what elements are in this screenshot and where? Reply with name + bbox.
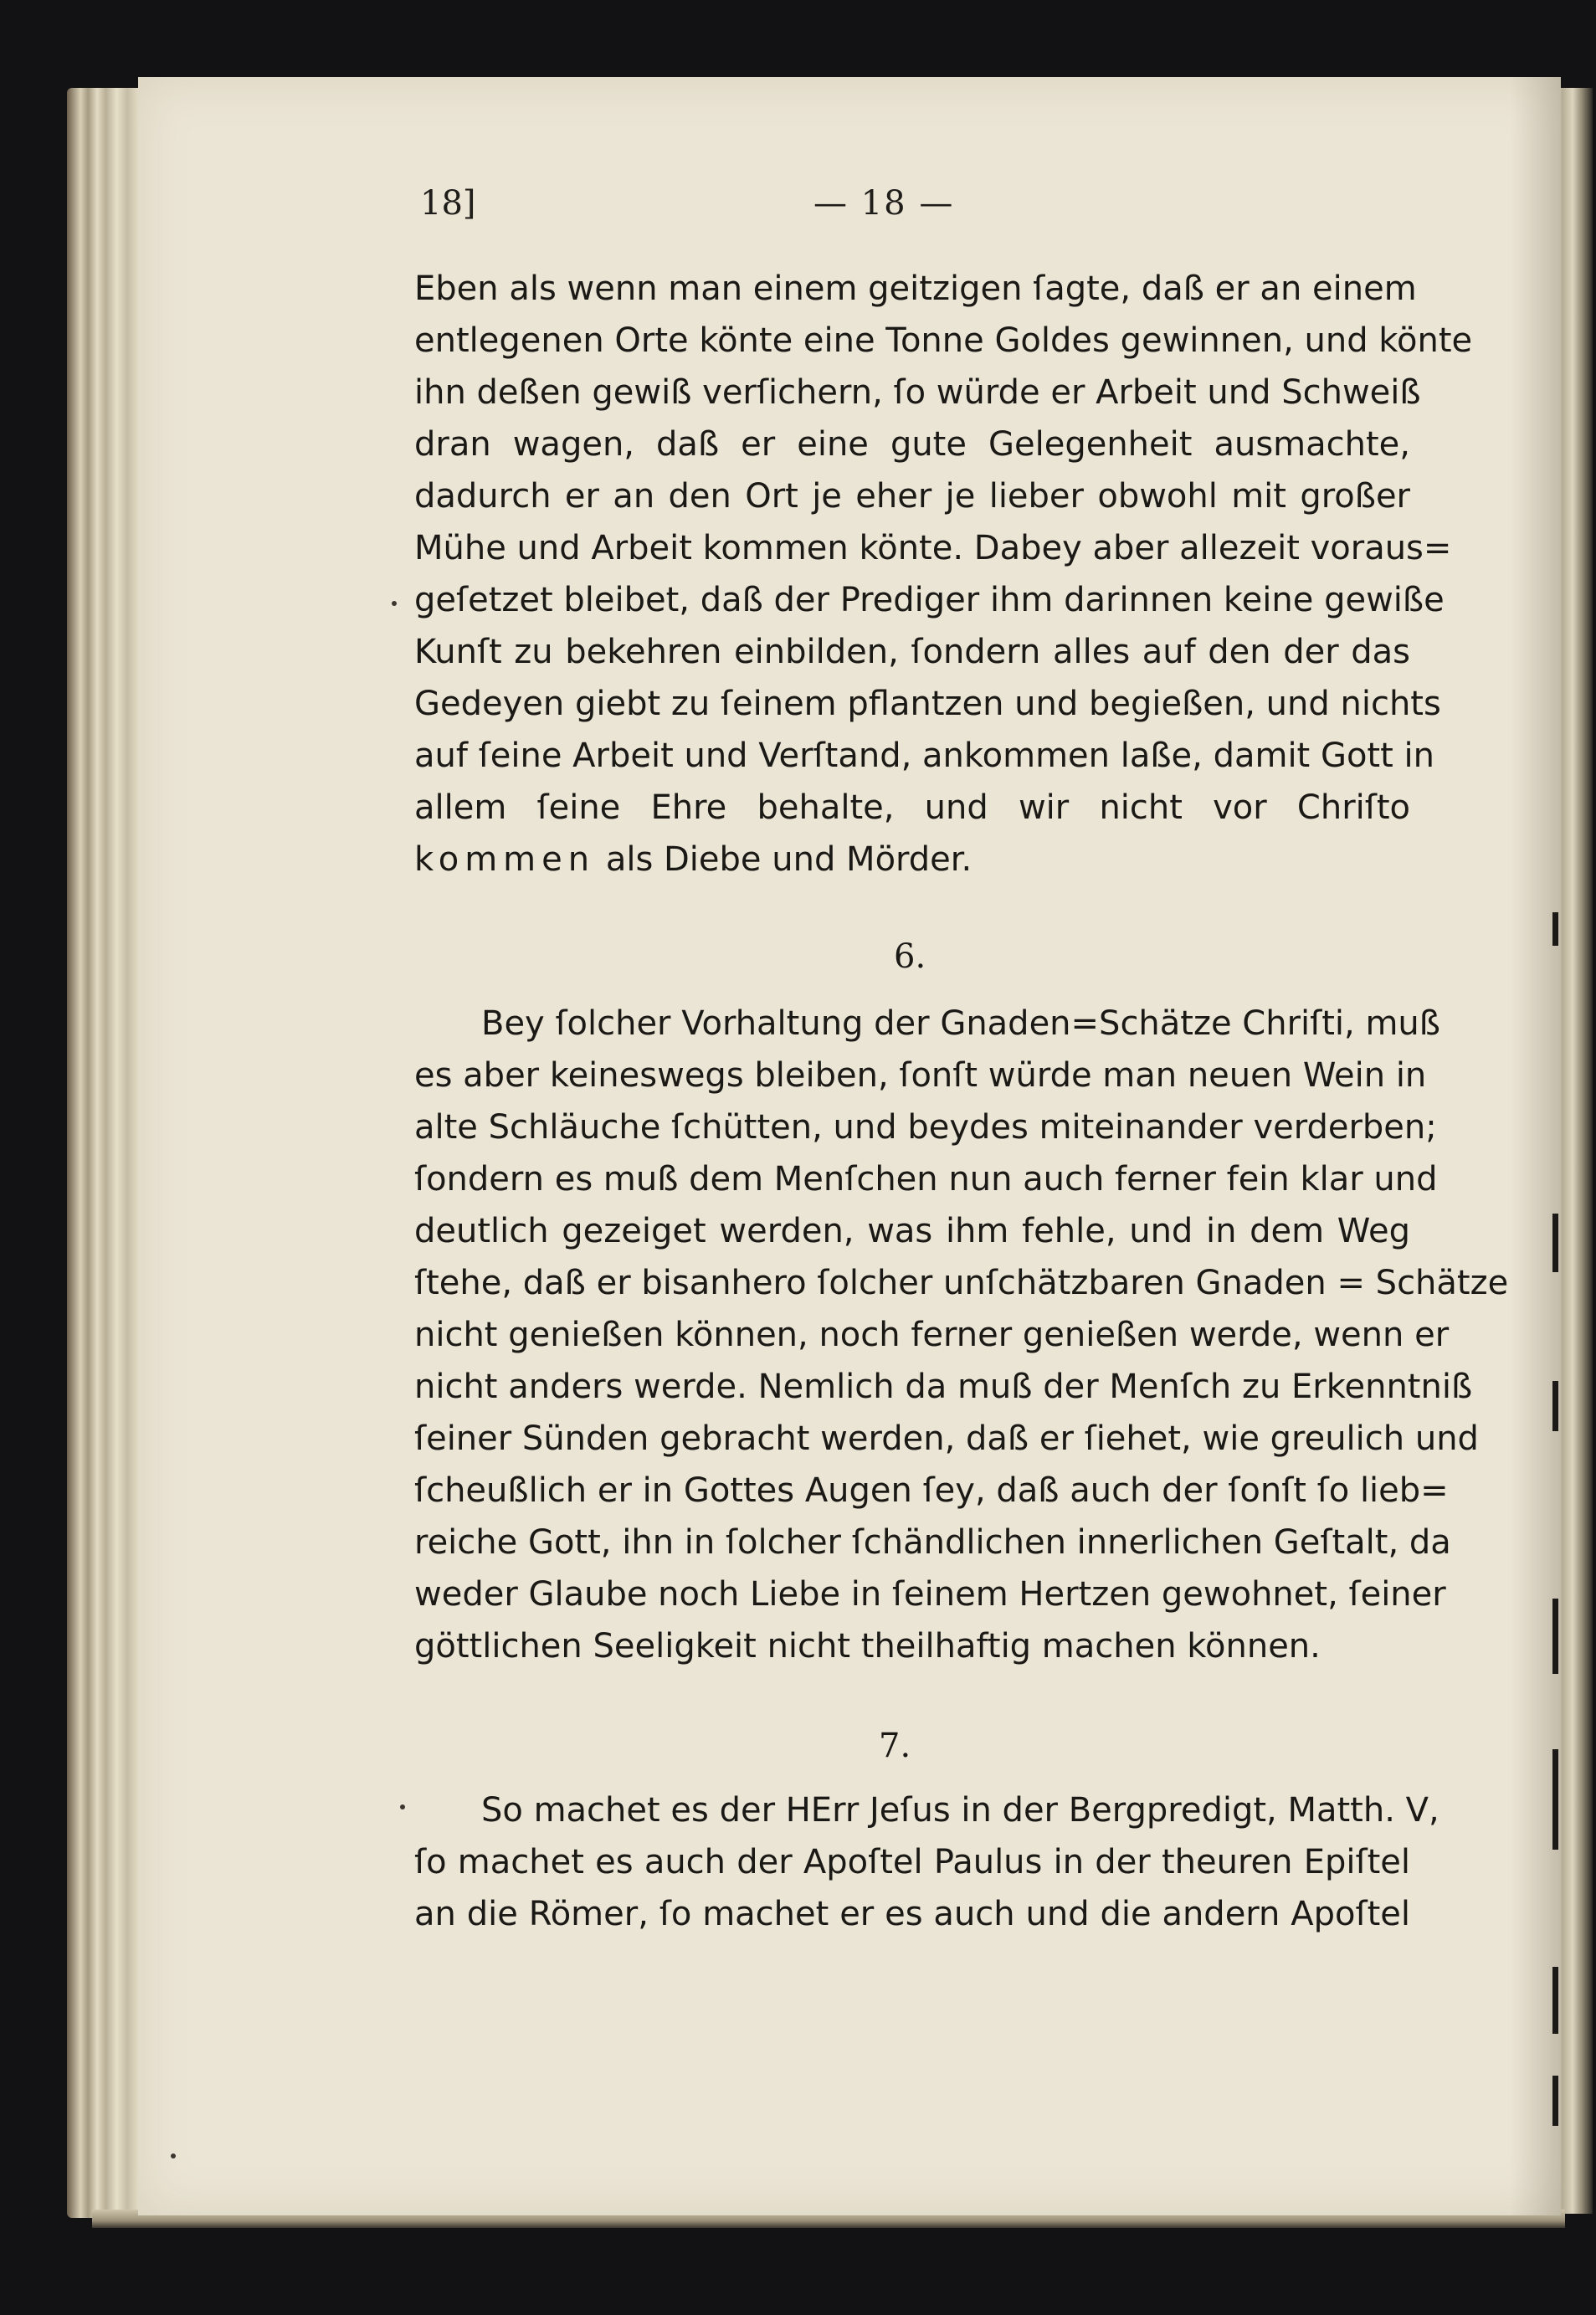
text-line: ſeiner Sünden gebracht werden, daß er ſiehet, wie greulich und <box>414 1419 1479 1458</box>
section-number-7: 7. <box>879 1727 911 1765</box>
section-number-6: 6. <box>894 937 926 976</box>
paragraph-6 <box>414 998 1509 1672</box>
page-number: — 18 — <box>813 184 955 223</box>
paragraph-5-continued <box>414 263 1473 885</box>
text-line: reiche Gott, ihn in ſolcher ſchändlichen innerlichen Geſtalt, da <box>414 1523 1451 1562</box>
text-line: nicht anders werde. Nemlich da muß der Menſch zu Erkenntniß <box>414 1368 1473 1406</box>
text-line: alte Schläuche ſchütten, und beydes miteinander verderben; <box>414 1108 1437 1147</box>
text-line: Bey ſolcher Vorhaltung der Gnaden=Schätze Chriſti, muß <box>481 1004 1440 1043</box>
text-line: Eben als wenn man einem geitzigen ſagte, daß er an einem <box>414 269 1417 308</box>
text-line: So machet es der HErr Jeſus in der Bergpredigt, Matth. V, <box>481 1791 1439 1830</box>
page-header <box>420 184 1408 234</box>
text-line: ſtehe, daß er bisanhero ſolcher unſchätzbaren Gnaden = Schätze <box>414 1264 1509 1302</box>
text-line-rest: als Diebe und Mörder. <box>595 840 972 879</box>
gutter-marks <box>1552 912 1561 2126</box>
text-line: Mühe und Arbeit kommen könte. Dabey aber allezeit voraus= <box>414 529 1452 567</box>
text-line: Kunſt zu bekehren einbilden, ſondern alles auf den der das <box>414 633 1410 671</box>
text-line <box>414 834 1410 885</box>
text-line: göttlichen Seeligkeit nicht theilhaftig machen können. <box>414 1627 1321 1666</box>
text-line: ſo machet es auch der Apoſtel Paulus in der theuren Epiſtel <box>414 1843 1410 1881</box>
book-page-edges-left <box>67 88 142 2218</box>
text-line: dadurch er an den Ort je eher je lieber obwohl mit großer <box>414 477 1410 516</box>
page-speck <box>400 1804 405 1809</box>
text-line: Gedeyen giebt zu ſeinem pflantzen und begießen, und nichts <box>414 685 1441 723</box>
text-line: nicht genießen können, noch ferner genießen werde, wenn er <box>414 1316 1450 1354</box>
text-line: es aber keineswegs bleiben, ſonſt würde man neuen Wein in <box>414 1056 1427 1095</box>
text-line: ſondern es muß dem Menſchen nun auch ferner fein klar und <box>414 1160 1438 1199</box>
folio-mark: 18] <box>420 184 476 223</box>
paragraph-7 <box>414 1784 1439 1940</box>
text-line: geſetzet bleibet, daß der Prediger ihm darinnen keine gewiße <box>414 581 1445 619</box>
text-line: dran wagen, daß er eine gute Gelegenheit ausmachte, <box>414 425 1410 464</box>
text-line: ſcheußlich er in Gottes Augen ſey, daß auch der ſonſt ſo lieb= <box>414 1471 1449 1510</box>
text-line: deutlich gezeiget werden, was ihm fehle, und in dem Weg <box>414 1212 1410 1250</box>
text-line: allem ſeine Ehre behalte, und wir nicht vor Chriſto <box>414 788 1410 827</box>
text-line: entlegenen Orte könte eine Tonne Goldes gewinnen, und könte <box>414 321 1473 360</box>
text-line: an die Römer, ſo machet er es auch und die andern Apoſtel <box>414 1895 1410 1933</box>
text-line: auf ſeine Arbeit und Verſtand, ankommen laße, damit Gott in <box>414 737 1434 775</box>
text-line: weder Glaube noch Liebe in ſeinem Hertzen gewohnet, ſeiner <box>414 1575 1446 1614</box>
page-speck <box>171 2153 176 2158</box>
text-line: ihn deßen gewiß verſichern, ſo würde er Arbeit und Schweiß <box>414 373 1421 412</box>
page-speck <box>392 601 397 606</box>
spaced-word: kommen <box>414 840 596 879</box>
